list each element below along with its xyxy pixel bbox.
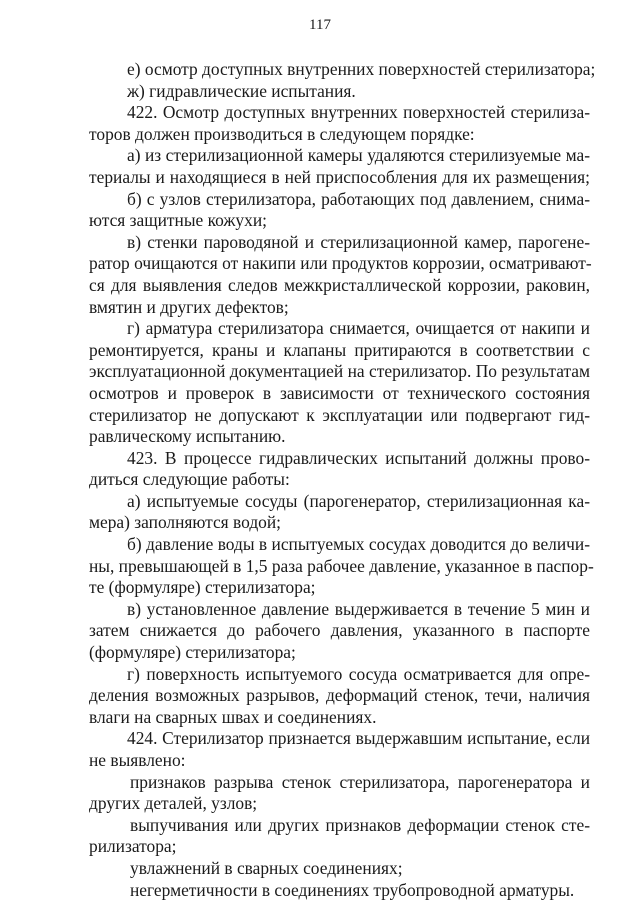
text-line: увлажнений в сварных соединениях;	[130, 857, 403, 878]
text-line: 423. В процессе гидравлических испытаний должны прово-	[127, 447, 590, 468]
text-line: 422. Осмотр доступных внутренних поверхностей стерилиза-	[127, 102, 590, 123]
text-line: эксплуатационной документацией на стерилизатор. По результатам	[89, 361, 590, 382]
text-line: вмятин и других дефектов;	[89, 296, 289, 317]
text-line: признаков разрыва стенок стерилизатора, парогенератора и	[130, 771, 590, 792]
text-line: рилизатора;	[89, 836, 177, 857]
text-line: ются защитные кожухи;	[89, 210, 267, 231]
text-line: равлическому испытанию.	[89, 426, 286, 447]
text-line: те (формуляре) стерилизатора;	[89, 577, 316, 598]
text-line: е) осмотр доступных внутренних поверхностей стерилизатора;	[127, 59, 596, 79]
text-line: затем снижается до рабочего давления, указанного в паспорте	[89, 620, 590, 641]
text-line: ся для выявления следов межкристаллической коррозии, раковин,	[89, 274, 590, 295]
text-line: стерилизатор не допускают к эксплуатации или подвергают гид-	[89, 404, 590, 425]
text-line: ж) гидравлические испытания.	[127, 80, 356, 101]
text-line: в) установленное давление выдерживается в течение 5 мин и	[127, 598, 590, 619]
text-line: деления возможных разрывов, деформаций стенок, течи, наличия	[89, 685, 590, 706]
text-line: ны, превышающей в 1,5 раза рабочее давление, указанное в паспор-	[89, 555, 594, 576]
text-line: г) арматура стерилизатора снимается, очищается от накипи и	[127, 318, 590, 339]
text-line: торов должен производиться в следующем порядке:	[89, 123, 475, 144]
text-line: (формуляре) стерилизатора;	[89, 642, 296, 663]
text-line: териалы и находящиеся в ней приспособления для их размещения;	[89, 166, 590, 187]
text-line: ремонтируется, краны и клапаны притираются в соответствии с	[89, 339, 590, 360]
text-line: других деталей, узлов;	[89, 793, 258, 814]
text-line: б) давление воды в испытуемых сосудах доводится до величи-	[127, 534, 590, 555]
text-line: не выявлено:	[89, 750, 186, 770]
text-line: осмотров и проверок в зависимости от технического состояния	[89, 382, 590, 403]
text-line: 424. Стерилизатор признается выдержавшим испытание, если	[127, 728, 590, 749]
text-line: а) из стерилизационной камеры удаляются стерилизуемые ма-	[127, 145, 590, 166]
text-line: выпучивания или других признаков деформации стенок сте-	[130, 814, 590, 835]
text-line: в) стенки пароводяной и стерилизационной камер, парогене-	[127, 231, 590, 252]
text-line: негерметичности в соединениях трубопроводной арматуры.	[130, 879, 575, 900]
text-line: б) с узлов стерилизатора, работающих под давлением, снима-	[127, 188, 590, 209]
text-line: мера) заполняются водой;	[89, 512, 282, 533]
text-line: г) поверхность испытуемого сосуда осматривается для опре-	[127, 663, 590, 684]
text-line: ратор очищаются от накипи или продуктов коррозии, осматривают-	[89, 253, 592, 274]
text-line: а) испытуемые сосуды (парогенератор, стерилизационная ка-	[127, 490, 590, 511]
text-line: влаги на сварных швах и соединениях.	[89, 706, 377, 727]
document-body	[89, 59, 596, 901]
page-number: 117	[309, 17, 331, 33]
text-line: диться следующие работы:	[89, 469, 290, 490]
